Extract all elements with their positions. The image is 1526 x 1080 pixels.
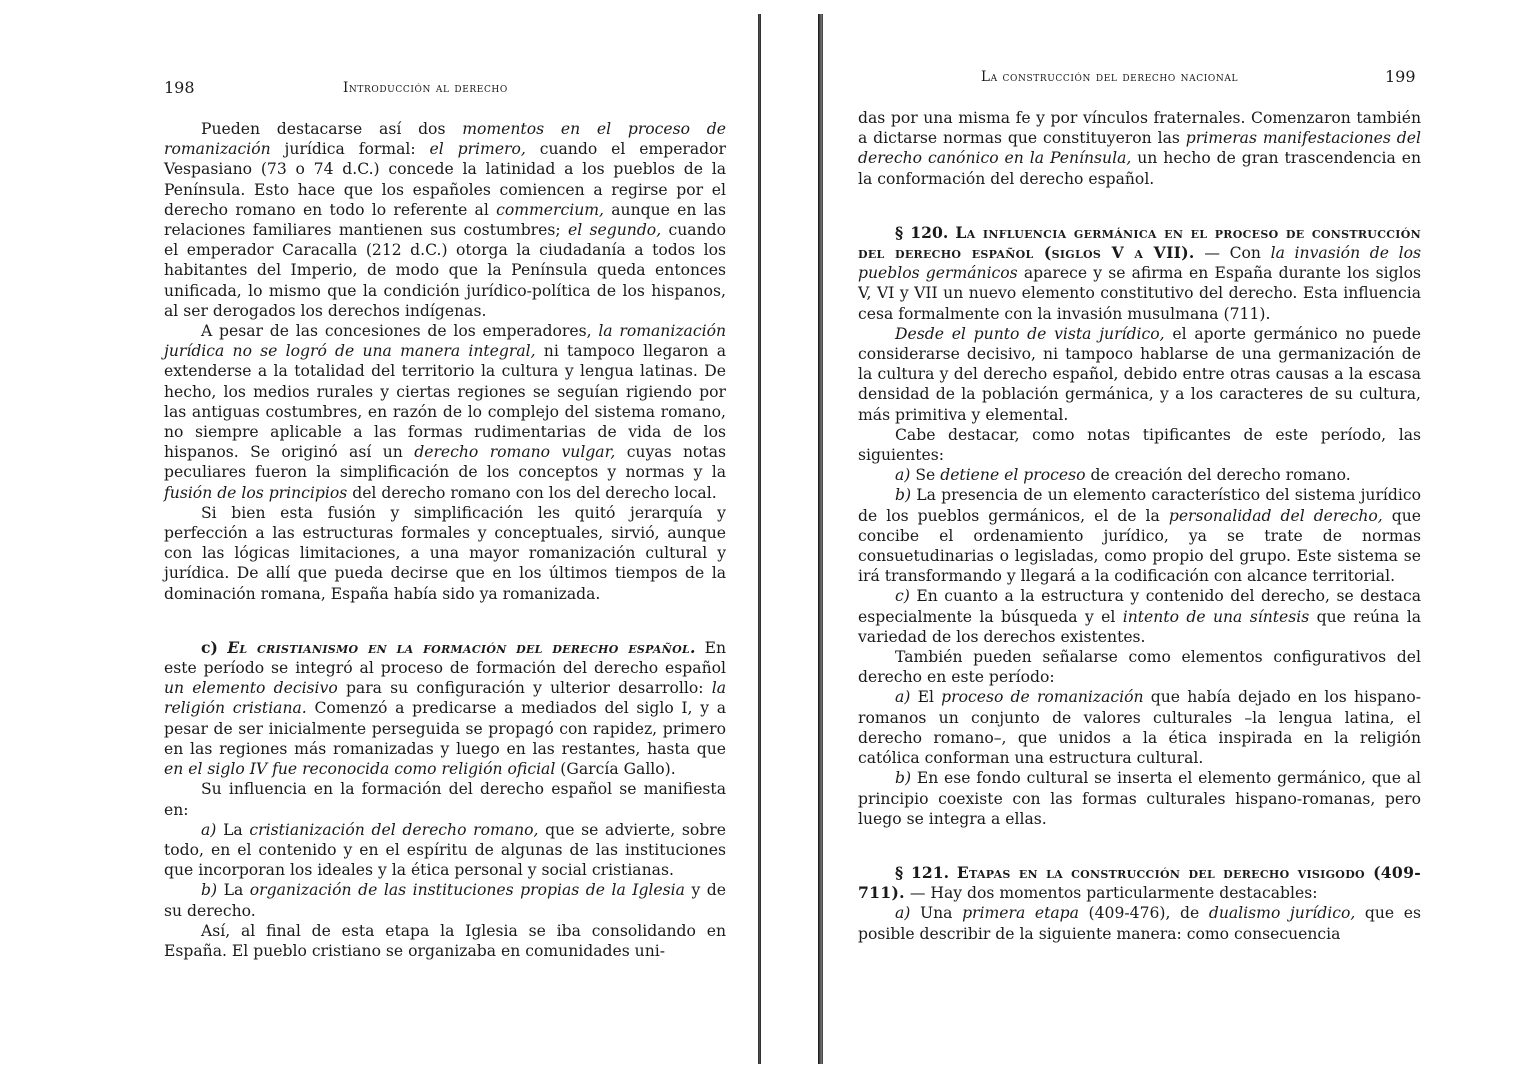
text-run: La: [217, 881, 250, 900]
text-run: un hecho de gran trascendencia en la conformación del derecho español.: [858, 149, 1421, 188]
text-run: a): [895, 904, 911, 923]
paragraph: [858, 687, 1421, 768]
text-run: de creación del derecho romano.: [1085, 466, 1351, 485]
text-run: das por una misma fe y por vínculos fraternales. Comenzaron también a dictarse normas que constituyeron las: [858, 109, 1421, 148]
paragraph: [858, 768, 1421, 829]
text-run: para su configuración y ulterior desarrollo:: [337, 679, 712, 698]
paragraph: [164, 503, 726, 604]
paragraph: [164, 119, 726, 321]
paragraph: [858, 903, 1421, 943]
text-run: Pueden destacarse así dos: [201, 120, 463, 138]
text-run: el aporte germánico no puede considerarse decisivo, ni tampoco hablarse de una germanización de la cultura y del derecho español, debido entre otras causas a la escasa densidad de la población germánica, y a los caracteres de su cultura, más primitiva y elemental.: [858, 324, 1421, 424]
text-run: que se advierte, sobre todo, en el contenido y en el espíritu de algunas de las instituciones que incorporan los ideales y la ética personal y social cristianas.: [164, 820, 726, 880]
paragraph: [164, 779, 726, 819]
paragraph: [858, 586, 1421, 647]
text-run: que concibe el ordenamiento jurídico, ya se trate de normas consuetudinarias o legisladas, como propio del grupo. Este sistema se irá transformando y llegará a la codificación con alcance territorial.: [858, 506, 1421, 586]
text-run: Se: [910, 466, 941, 485]
text-run: La: [216, 820, 250, 839]
paragraph: [858, 647, 1421, 687]
text-run: En este período se integró al proceso de formación del derecho español: [164, 638, 727, 678]
book-gutter-left: [758, 14, 761, 1064]
text-run: la romanización jurídica no se logró de una manera integral,: [164, 322, 726, 361]
text-run: momentos en el proceso de romanización: [164, 120, 726, 159]
text-run: b): [895, 486, 912, 505]
text-run: En cuanto a la estructura y contenido del derecho, se destaca especialmente la búsqueda y el: [858, 587, 1421, 626]
text-run: y de su derecho.: [164, 881, 726, 920]
text-run: primera etapa: [962, 904, 1079, 923]
text-run: la religión cristiana.: [164, 679, 726, 718]
paragraph: [164, 880, 726, 920]
text-run: a): [895, 466, 911, 485]
right-page: [820, 0, 1526, 1080]
text-run: que reúna la variedad de los derechos existentes.: [858, 607, 1421, 646]
paragraph: [858, 485, 1421, 586]
text-run: fusión de los principios: [164, 483, 348, 502]
page-number: 198: [164, 78, 195, 97]
text-run: cuando el emperador Vespasiano (73 o 74 d.C.) concede la latinidad a los pueblos de la Península. Esto hace que los españoles comiencen a regirse por el derecho romano en todo lo referente al: [164, 140, 726, 219]
text-run: commercium,: [496, 200, 604, 219]
text-run: en el siglo IV fue reconocida como religión oficial: [164, 760, 556, 779]
text-run: proceso de romanización: [941, 688, 1144, 707]
text-run: derecho romano vulgar,: [414, 443, 616, 462]
text-run: el primero,: [429, 140, 526, 159]
text-run: el segundo,: [567, 221, 662, 240]
text-run: (García Gallo).: [555, 760, 676, 779]
text-run: Etapas en la construcción del derecho visigodo (409-711).: [858, 862, 1421, 903]
text-run: dualismo jurídico,: [1208, 904, 1356, 923]
paragraph: [164, 321, 726, 503]
text-run: b): [895, 769, 912, 788]
paragraph: [858, 425, 1421, 465]
text-run: Su influencia en la formación del derecho español se manifiesta en:: [164, 780, 726, 819]
text-run: detiene el proceso: [940, 466, 1086, 485]
section-heading-paragraph: [858, 223, 1421, 324]
text-run: Si bien esta fusión y simplificación les quitó jerarquía y perfección a las estructuras formales y conceptuales, sirvió, aunque con las lógicas limitaciones, a una mayor romanización cultural y jurídica. De allí que pueda decirse que en los últimos tiempos de la dominación romana, España había sido ya romanizada.: [164, 503, 726, 603]
text-run: § 121.: [895, 862, 957, 882]
running-header: La construcción del derecho nacional: [981, 69, 1239, 85]
right-text-column: [858, 108, 1421, 944]
text-run: c): [895, 587, 910, 606]
paragraph: [858, 324, 1421, 425]
text-run: aunque en las relaciones familiares mantienen sus costumbres;: [164, 200, 726, 240]
text-run: intento de una síntesis: [1122, 607, 1310, 626]
text-run: ni tampoco llegaron a extenderse a la totalidad del territorio la cultura y lengua latinas. De hecho, los medios rurales y ciertas regiones se seguían rigiendo por las antiguas costumbres, en razón de lo complejo del sistema romano, no siempre aplicable a las formas rudimentarias de vida de los hispanos. Se originó así un: [164, 342, 726, 462]
text-run: organización de las instituciones propias de la Iglesia: [249, 881, 685, 900]
text-run: b): [201, 881, 218, 900]
text-run: primeras manifestaciones del derecho canónico en la Península,: [858, 129, 1421, 168]
text-run: La presencia de un elemento característico del sistema jurídico de los pueblos germánicos, el de la: [858, 486, 1421, 525]
text-run: jurídica formal:: [270, 140, 430, 159]
text-run: Desde el punto de vista jurídico,: [895, 324, 1165, 343]
text-run: A pesar de las concesiones de los emperadores,: [201, 322, 599, 341]
text-run: a): [201, 820, 217, 839]
text-run: En ese fondo cultural se inserta el elemento germánico, que al principio coexiste con las formas culturales hispano-romanas, pero luego se integra a ellas.: [858, 769, 1421, 828]
paragraph: [164, 820, 726, 881]
text-run: personalidad del derecho,: [1168, 506, 1383, 525]
text-run: Comenzó a predicarse a mediados del siglo I, y a pesar de ser inicialmente perseguida se propagó con rapidez, primero en las regiones más romanizadas y luego en las restantes, hasta que: [164, 699, 726, 758]
left-page: [0, 0, 760, 1080]
text-run: Así, al final de esta etapa la Iglesia se iba consolidando en España. El pueblo cristiano se organizaba en comunidades uni-: [164, 921, 726, 960]
page-number: 199: [1385, 67, 1416, 86]
paragraph: [858, 465, 1421, 485]
text-run: (409-476), de: [1078, 904, 1209, 923]
text-run: la invasión de los pueblos germánicos: [858, 244, 1422, 283]
text-run: Cabe destacar, como notas tipificantes de este período, las siguientes:: [858, 425, 1421, 465]
section-heading-paragraph: [858, 863, 1421, 903]
text-run: a): [895, 688, 911, 707]
text-run: — Con: [1194, 244, 1271, 263]
paragraph: [164, 921, 726, 961]
text-run: cristianización del derecho romano,: [249, 820, 539, 839]
paragraph: [858, 108, 1421, 189]
running-header: Introducción al derecho: [343, 80, 508, 96]
section-heading-paragraph: [164, 638, 726, 779]
text-run: § 120.: [895, 222, 956, 242]
text-run: cuyas notas peculiares fueron la simplificación de los conceptos y normas y la: [164, 443, 726, 482]
text-run: un elemento decisivo: [164, 679, 338, 698]
text-run: del derecho romano con los del derecho local.: [347, 483, 717, 502]
text-run: que es posible describir de la siguiente manera: como consecuencia: [858, 904, 1421, 943]
text-run: c): [201, 637, 228, 657]
text-run: El cristianismo en la formación del derecho español.: [227, 637, 696, 657]
text-run: — Hay dos momentos particularmente destacables:: [904, 884, 1318, 903]
text-run: aparece y se afirma en España durante los siglos V, VI y VII un nuevo elemento constitutivo del derecho. Esta influencia cesa formalmente con la invasión musulmana (711).: [858, 264, 1421, 323]
text-run: El: [910, 688, 942, 707]
text-run: También pueden señalarse como elementos configurativos del derecho en este período:: [858, 648, 1421, 687]
text-run: Una: [910, 904, 963, 923]
text-run: que había dejado en los hispano-romanos un conjunto de valores culturales –la lengua latina, el derecho romano–, que unidos a la ética inspirada en la religión católica conforman una estructura cultural.: [858, 688, 1421, 768]
text-run: cuando el emperador Caracalla (212 d.C.) otorga la ciudadanía a todos los habitantes del Imperio, de modo que la Península queda entonces unificada, lo mismo que la condición jurídico-política de los hispanos, al ser derogados los derechos indígenas.: [164, 221, 726, 320]
left-text-column: [164, 119, 726, 961]
text-run: La influencia germánica en el proceso de construcción del derecho español (siglos V a VII).: [858, 222, 1421, 263]
